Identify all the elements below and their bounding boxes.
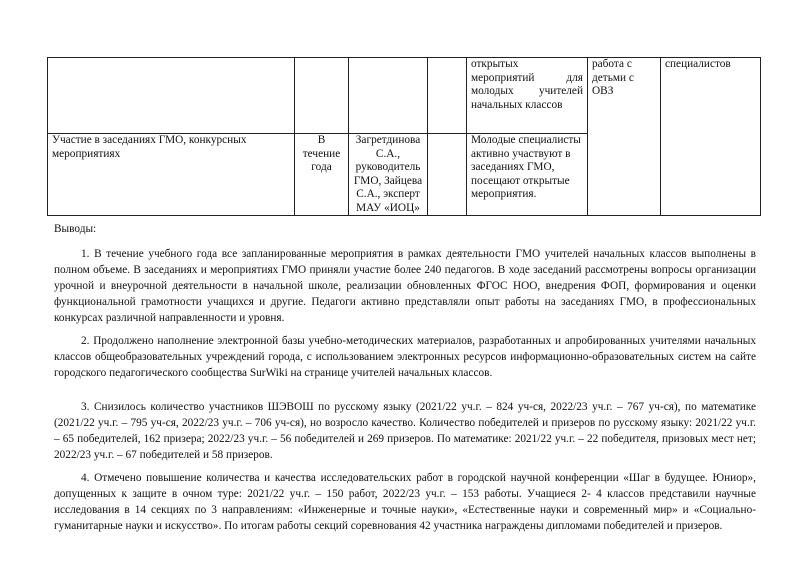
activity-table	[47, 57, 761, 216]
conclusion-paragraph: 4. Отмечено повышение количества и качества исследовательских работ в городской научной конференции «Шаг в будущее. Юниор», допущенных к защите в очном туре: 2021/22 уч.г. – 150 работ, 2022/23 уч.г. – 153 работы. Учащиеся 2- 4 классов представили научные исследования в 14 секциях по 3 направлениям: «Инженерные и точные науки», «Естественные науки и современный мир» и «Социально-гуманитарные науки и искусство». По итогам работы секций соревнования 42 участника награждены дипломами победителей и призеров.	[54, 472, 756, 532]
table-cell	[428, 134, 467, 216]
table-cell	[295, 58, 349, 134]
activity-cell: Участие в заседаниях ГМО, конкурсных мероприятиях	[48, 134, 295, 216]
conclusion-paragraph: 2. Продолжено наполнение электронной базы учебно-методических материалов, разработанных и апробированных учителями начальных классов общеобразовательных учреждений города, с использованием электронных ресурсов информационно-образовательных систем на сайте городского педагогического сообщества SurWiki на странице учителей начальных классов.	[54, 335, 756, 379]
table-cell	[48, 58, 295, 134]
conclusions-section	[54, 221, 756, 541]
text-line: молодых учителей	[471, 85, 583, 97]
text-line: открытых	[471, 58, 519, 70]
table-cell: специалистов	[661, 58, 761, 216]
term-cell: В течение года	[295, 134, 349, 216]
text-line: мероприятий для	[471, 71, 583, 84]
table-cell	[349, 58, 428, 134]
conclusion-paragraph: 1. В течение учебного года все запланированные мероприятия в рамках деятельности ГМО учителей начальных классов выполнены в полном объеме. В заседаниях и мероприятиях ГМО приняли участие более 240 педагогов. В ходе заседаний рассмотрены вопросы организации урочной и внеурочной деятельности в начальной школе, реализации обновленных ФГОС НОО, внедрения ФОП, формирования и оценки функциональной грамотности учащихся и другие. Педагоги активно представляли опыт работы на заседаниях ГМО, в профессиональных конкурсах различной направленности и уровня.	[54, 248, 756, 324]
result-cell: Молодые специалисты активно участвуют в заседаниях ГМО, посещают открытые мероприятия.	[467, 134, 588, 216]
table-cell: работа с детьми с ОВЗ	[588, 58, 661, 216]
conclusion-paragraph: 3. Снизилось количество участников ШЭВОШ по русскому языку (2021/22 уч.г. – 824 уч-ся, 2022/23 уч.г. – 767 уч-ся), по математике (2021/22 уч.г. – 795 уч-ся, 2022/23 уч.г. – 706 уч-ся), но возросло качество. Количество победителей и призеров по русскому языку: 2021/22 уч.г. – 65 победителей, 162 призера; 2022/23 уч.г. – 56 победителей и 269 призеров. По математике: 2021/22 уч.г. – 22 победителя, призовых мест нет; 2022/23 уч.г. – 67 победителей и 58 призеров.	[54, 401, 756, 461]
text-line: начальных классов	[471, 98, 563, 111]
table-cell	[428, 58, 467, 134]
conclusions-heading: Выводы:	[54, 223, 97, 235]
table-cell-result	[467, 58, 588, 134]
table-row	[48, 58, 761, 134]
responsible-cell: Загретдинова С.А., руководитель ГМО, Зайцева С.А., эксперт МАУ «ИОЦ»	[349, 134, 428, 216]
